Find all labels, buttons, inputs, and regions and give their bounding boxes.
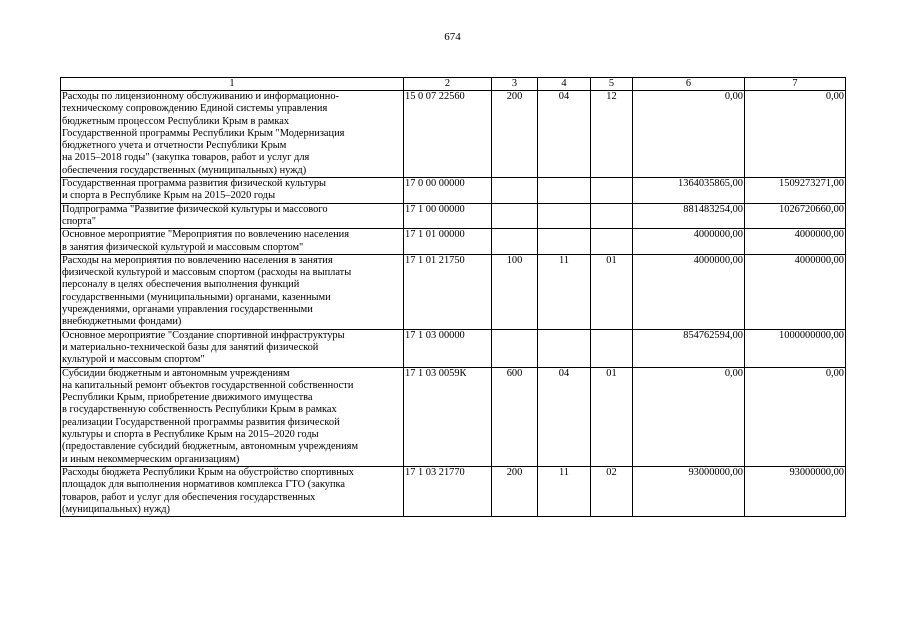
expense-type-code [492,178,538,204]
row-description [61,367,404,466]
amount-year-1: 1364035865,00 [633,178,745,204]
row-description [61,329,404,367]
page-number: 674 [444,31,461,43]
table-row [61,329,846,367]
budget-table [60,77,846,517]
description-line: Расходы на мероприятия по вовлечению населения в занятия [62,254,333,266]
column-header: 3 [492,78,538,91]
section-code [538,178,591,204]
subsection-code [591,203,633,229]
description-line: внебюджетными фондами) [62,316,182,328]
target-article-code: 17 1 01 21750 [404,254,492,329]
column-header: 4 [538,78,591,91]
table-body [61,91,846,517]
table-row [61,178,846,204]
subsection-code: 02 [591,466,633,516]
expense-type-code: 100 [492,254,538,329]
amount-year-2: 1509273271,00 [745,178,846,204]
description-line: бюджетным процессом Республики Крым в рамках [62,115,290,127]
description-line: и спорта в Республике Крым на 2015–2020 годы [62,190,276,202]
section-code [538,203,591,229]
target-article-code: 15 0 07 22560 [404,91,492,178]
subsection-code [591,229,633,255]
table-row [61,91,846,178]
column-header: 6 [633,78,745,91]
section-code: 11 [538,254,591,329]
amount-year-1: 4000000,00 [633,254,745,329]
description-line: площадок для выполнения нормативов комплекса ГТО (закупка [62,479,346,491]
target-article-code: 17 1 01 00000 [404,229,492,255]
table-row [61,466,846,516]
column-header: 5 [591,78,633,91]
amount-year-1: 93000000,00 [633,466,745,516]
target-article-code: 17 1 03 0059К [404,367,492,466]
description-line: государственными (муниципальными) органами, казенными [62,291,331,303]
expense-type-code [492,329,538,367]
description-line: товаров, работ и услуг для обеспечения государственных [62,491,316,503]
table-row [61,367,846,466]
section-code: 04 [538,367,591,466]
subsection-code: 12 [591,91,633,178]
expense-type-code [492,203,538,229]
description-line: Расходы бюджета Республики Крым на обустройство спортивных [62,466,355,478]
expense-type-code [492,229,538,255]
description-line: Основное мероприятие "Мероприятия по вовлечению населения [62,229,350,241]
amount-year-2: 4000000,00 [745,229,846,255]
column-header: 7 [745,78,846,91]
description-line: физической культурой и массовым спортом (расходы на выплаты [62,267,352,279]
amount-year-1: 854762594,00 [633,329,745,367]
description-line: на 2015–2018 годы" (закупка товаров, работ и услуг для [62,152,310,164]
description-line: Государственной программы Республики Крым "Модернизация [62,127,345,139]
row-description [61,178,404,204]
description-line: культурой и массовым спортом" [62,354,205,366]
expense-type-code: 200 [492,466,538,516]
row-description [61,229,404,255]
description-line: учреждениями, органами управления государственными [62,304,313,316]
column-header: 2 [404,78,492,91]
description-line: Субсидии бюджетным и автономным учреждениям [62,367,290,379]
expense-type-code: 600 [492,367,538,466]
description-line: и иным некоммерческим организациям) [62,453,240,465]
section-code: 11 [538,466,591,516]
description-line: (предоставление субсидий бюджетным, автономным учреждениям [62,441,359,453]
row-description [61,466,404,516]
description-line: (муниципальных) нужд) [62,503,171,515]
amount-year-1: 0,00 [633,367,745,466]
section-code [538,329,591,367]
description-line: в государственную собственность Республики Крым в рамках [62,404,337,416]
amount-year-2: 0,00 [745,91,846,178]
description-line: Подпрограмма "Развитие физической культуры и массового [62,203,328,215]
description-line: и материально-технической базы для занятий физической [62,341,319,353]
amount-year-1: 4000000,00 [633,229,745,255]
row-description [61,91,404,178]
section-code: 04 [538,91,591,178]
target-article-code: 17 0 00 00000 [404,178,492,204]
subsection-code: 01 [591,254,633,329]
description-line: обеспечения государственных (муниципальных) нужд) [62,164,307,176]
description-line: персоналу в целях обеспечения выполнения функций [62,279,300,291]
description-line: культуры и спорта в Республике Крым на 2015–2020 годы [62,429,319,441]
column-header: 1 [61,78,404,91]
description-line: спорта" [62,215,96,227]
section-code [538,229,591,255]
amount-year-1: 0,00 [633,91,745,178]
subsection-code: 01 [591,367,633,466]
description-line: реализации Государственной программы развития физической [62,416,340,428]
target-article-code: 17 1 03 00000 [404,329,492,367]
row-description [61,254,404,329]
amount-year-2: 93000000,00 [745,466,846,516]
description-line: на капитальный ремонт объектов государственной собственности [62,379,354,391]
description-line: Расходы по лицензионному обслуживанию и информационно- [62,91,339,102]
amount-year-1: 881483254,00 [633,203,745,229]
table-row [61,229,846,255]
subsection-code [591,178,633,204]
amount-year-2: 1000000000,00 [745,329,846,367]
subsection-code [591,329,633,367]
description-line: бюджетного учета и отчетности Республики Крым [62,140,287,152]
description-line: Государственная программа развития физической культуры [62,178,327,190]
header-row [61,78,846,91]
amount-year-2: 4000000,00 [745,254,846,329]
amount-year-2: 0,00 [745,367,846,466]
description-line: Республики Крым, приобретение движимого имущества [62,392,313,404]
description-line: техническому сопровождению Единой системы управления [62,103,328,115]
table-row [61,203,846,229]
amount-year-2: 1026720660,00 [745,203,846,229]
target-article-code: 17 1 00 00000 [404,203,492,229]
table-row [61,254,846,329]
description-line: в занятия физической культурой и массовым спортом" [62,241,304,253]
expense-type-code: 200 [492,91,538,178]
row-description [61,203,404,229]
target-article-code: 17 1 03 21770 [404,466,492,516]
description-line: Основное мероприятие "Создание спортивной инфраструктуры [62,329,345,341]
